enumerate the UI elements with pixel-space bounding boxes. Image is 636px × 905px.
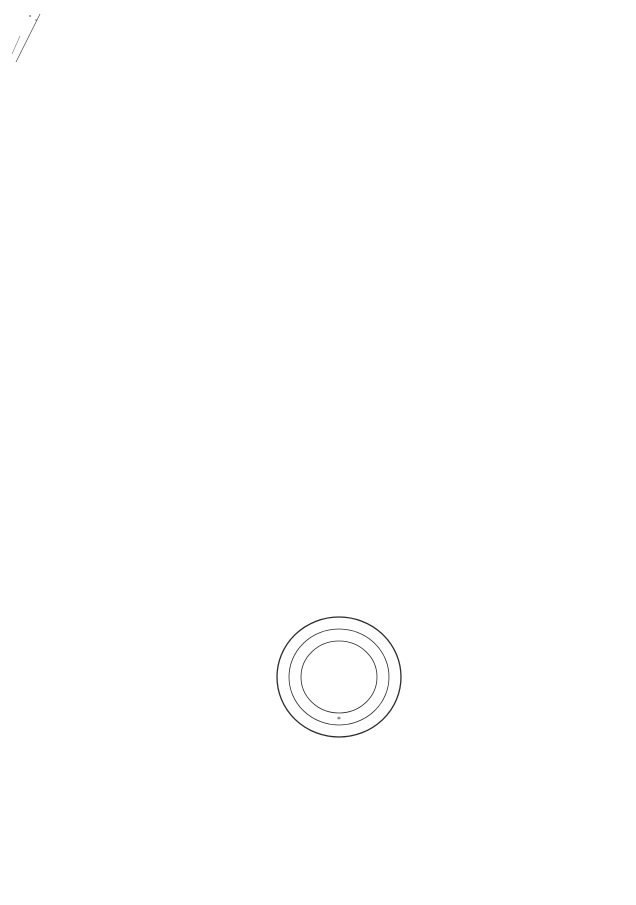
seal-star-icon: * bbox=[337, 715, 341, 724]
official-seal bbox=[274, 615, 404, 740]
scan-artifact-marks bbox=[6, 6, 46, 76]
